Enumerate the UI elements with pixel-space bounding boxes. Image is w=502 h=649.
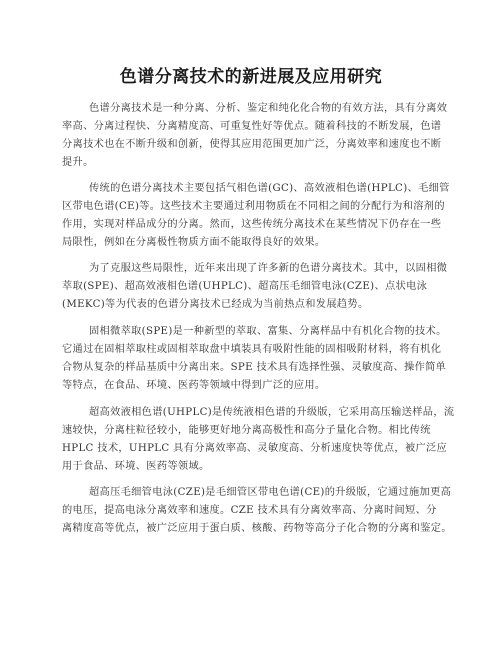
paragraph-line: HPLC 技术，UHPLC 具有分离效率高、灵敏度高、分析速度快等优点，被广泛应 <box>62 443 448 454</box>
paragraph-line: 等特点，在食品、环境、医药等领域中得到广泛的应用。 <box>62 380 326 391</box>
paragraph-line: 作用，实现对样品成分的分离。然而，这些传统分离技术在某些情况下仍存在一些 <box>62 219 442 230</box>
paragraph-line: 分离技术也在不断升级和创新，使得其应用范围更加广泛，分离效率和速度也不断 <box>62 139 442 150</box>
paragraph-line: 提升。 <box>62 157 94 168</box>
paragraph-line: 局限性，例如在分离极性物质方面不能取得良好的效果。 <box>62 237 326 248</box>
document-title: 色谱分离技术的新进展及应用研究 <box>119 67 383 87</box>
paragraph-line: 率高、分离过程快、分离精度高、可重复性好等优点。随着科技的不断发展，色谱 <box>62 121 442 132</box>
paragraph-line: 固相微萃取(SPE)是一种新型的萃取、富集、分离样品中有机化合物的技术。 <box>89 326 447 337</box>
paragraph-line: 用于食品、环境、医药等领域。 <box>62 461 210 472</box>
paragraph-line: 区带电色谱(CE)等。这些技术主要通过利用物质在不同相之间的分配行为和溶剂的 <box>62 201 445 212</box>
paragraph-line: 萃取(SPE)、超高效液相色谱(UHPLC)、超高压毛细管电泳(CZE)、点状电泳 <box>62 281 428 292</box>
paragraph-line: 超高效液相色谱(UHPLC)是传统液相色谱的升级版，它采用高压输送样品，流 <box>89 407 455 418</box>
paragraph-line: 色谱分离技术是一种分离、分析、鉴定和纯化化合物的有效方法，具有分离效 <box>89 103 448 114</box>
paragraph-line: 超高压毛细管电泳(CZE)是毛细管区带电色谱(CE)的升级版，它通过施加更高 <box>89 487 452 498</box>
paragraph-line: 离精度高等优点，被广泛应用于蛋白质、核酸、药物等高分子化合物的分离和鉴定。 <box>62 523 452 534</box>
paragraph-line: 合物从复杂的样品基质中分离出来。SPE 技术具有选择性强、灵敏度高、操作简单 <box>62 362 447 373</box>
paragraph-line: 的电压，提高电泳分离效率和速度。CZE 技术具有分离效率高、分离时间短、分 <box>62 505 437 516</box>
paragraph-line: 速较快，分离柱粒径较小，能够更好地分离高极性和高分子量化合物。相比传统 <box>62 425 431 436</box>
paragraph-line: 为了克服这些局限性，近年来出现了许多新的色谱分离技术。其中，以固相微 <box>89 263 448 274</box>
paragraph-line: (MEKC)等为代表的色谱分离技术已经成为当前热点和发展趋势。 <box>62 299 369 310</box>
paragraph-line: 传统的色谱分离技术主要包括气相色谱(GC)、高效液相色谱(HPLC)、毛细管 <box>89 183 450 194</box>
paragraph-line: 它通过在固相萃取柱或固相萃取盘中填装具有吸附性能的固相吸附材料，将有机化 <box>62 344 442 355</box>
